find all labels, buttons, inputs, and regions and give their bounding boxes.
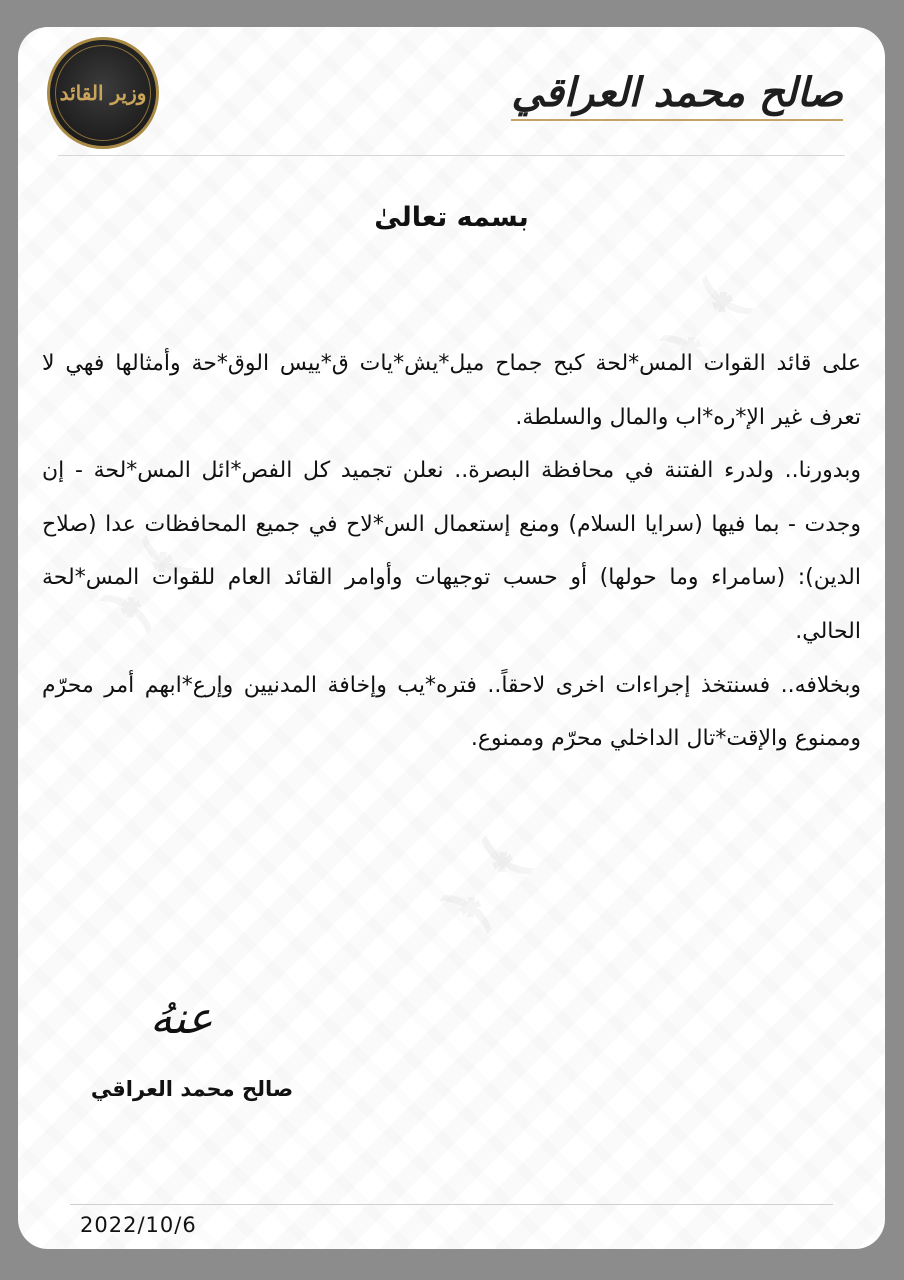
header-divider [58,155,845,156]
basmala-heading: بسمه تعالىٰ [374,202,529,233]
paragraph: وبخلافه.. فسنتخذ إجراءات اخرى لاحقاً.. فتره*يب وإخافة المدنيين وإرع*ابهم أمر محرّم وممنوع والإقت*تال الداخلي محرّم وممنوع. [42,672,861,752]
logo-text: وزير القائد [59,81,147,105]
calligraphy-name: صالح محمد العراقي [511,69,843,116]
signature-mark: عنهُ [150,993,214,1044]
paragraph: على قائد القوات المس*لحة كبح جماح ميل*يش*يات ق*ييس الوق*حة وأمثالها فهي لا تعرف غير الإ*ره*اب والمال والسلطة. [42,351,861,430]
document-sheet [18,27,885,1249]
statement-body [42,337,861,766]
watermark-pattern: ﴿ ﴾ [428,823,546,946]
watermark-pattern: ﴿ ﴾ [648,263,766,386]
document-date: 2022/10/6 [80,1213,197,1237]
signer-name: صالح محمد العراقي [90,1077,294,1101]
paragraph: وبدورنا.. ولدرء الفتنة في محافظة البصرة.. نعلن تجميد كل الفص*ائل المس*لحة - إن وجدت - بما فيها (سرايا السلام) ومنع إستعمال الس*لاح في جميع المحافظات عدا (صلاح الدين): (سامراء وما حولها) أو حسب توجيهات وأوامر القائد العام للقوات المس*لحة الحالي. [42,458,861,644]
logo-seal [47,37,159,149]
footer-divider [70,1204,833,1205]
watermark-pattern: ﴿ ﴾ [88,523,206,646]
